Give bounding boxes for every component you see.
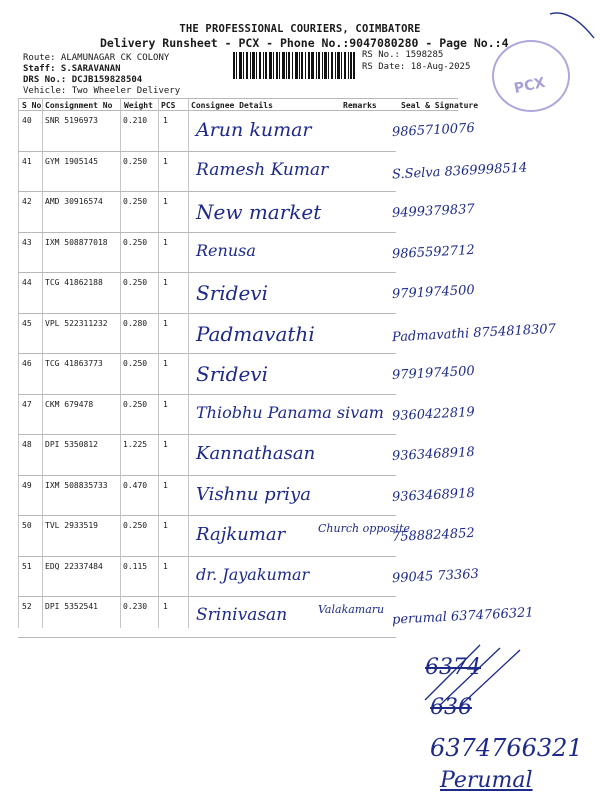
consignee-name: New market: [196, 200, 322, 224]
consignee-name: Renusa: [196, 240, 256, 260]
row-consignment: TCG 41863773: [45, 359, 103, 368]
row-weight: 0.115: [123, 561, 148, 571]
scrawl-line-4: Perumal: [440, 768, 533, 793]
row-weight: 0.250: [123, 156, 148, 166]
row-consignment: GYM 1905145: [45, 156, 98, 166]
row-weight: 0.250: [123, 197, 148, 206]
scrawl-line-1: 6374: [425, 655, 481, 680]
consignee-name: Rajkumar: [196, 524, 286, 545]
row-weight: 0.250: [123, 237, 148, 247]
col-weight: Weight: [124, 101, 153, 110]
row-weight: 0.280: [123, 318, 148, 328]
row-pcs: 1: [163, 521, 168, 530]
row-pcs: 1: [163, 237, 168, 247]
stamp-text: PCX: [512, 74, 547, 98]
row-pcs: 1: [163, 278, 168, 287]
col-consignee: Consignee Details: [191, 101, 273, 110]
staff-label: Staff: S.SARAVANAN: [23, 64, 121, 74]
route-label: Route: ALAMUNAGAR CK COLONY: [23, 53, 170, 63]
row-rule: [18, 151, 396, 152]
row-sno: 41: [22, 156, 32, 166]
signature-phone: Padmavathi 8754818307: [391, 321, 557, 345]
row-rule: [18, 515, 396, 516]
row-consignment: AMD 30916574: [45, 197, 103, 206]
signature-phone: 9360422819: [391, 404, 476, 424]
consignee-name: Sridevi: [196, 281, 268, 305]
row-rule: [18, 191, 396, 192]
row-pcs: 1: [163, 440, 168, 449]
signature-phone: perumal 6374766321: [391, 605, 534, 628]
row-sno: 44: [22, 278, 32, 287]
row-rule: [18, 313, 396, 314]
col-remarks: Remarks: [343, 101, 377, 110]
signature-phone: 9791974500: [391, 282, 476, 303]
barcode-image: [233, 52, 355, 79]
signature-phone: 9791974500: [391, 363, 476, 384]
signature-phone: 9363468918: [391, 485, 476, 505]
scrawl-line-2: 636: [430, 695, 472, 720]
row-weight: 0.250: [123, 359, 148, 368]
col-divider: [42, 98, 43, 628]
row-pcs: 1: [163, 156, 168, 166]
consignee-name: Arun kumar: [196, 119, 312, 141]
row-consignment: DPI 5350812: [45, 440, 98, 449]
signature-phone: 9363468918: [391, 444, 476, 465]
row-sno: 43: [22, 237, 32, 247]
pen-scribble: [548, 8, 598, 48]
row-rule: [18, 434, 396, 435]
pcx-stamp: [492, 40, 570, 112]
company-title: THE PROFESSIONAL COURIERS, COIMBATORE: [179, 23, 421, 35]
vehicle-label: Vehicle: Two Wheeler Delivery: [23, 86, 181, 96]
col-divider: [188, 98, 189, 628]
row-rule: [18, 637, 396, 638]
row-rule: [18, 353, 396, 354]
strike-scribble: [420, 640, 550, 710]
consignee-note: Valakamaru: [318, 603, 385, 616]
col-sno: S No: [22, 101, 42, 110]
row-consignment: VPL 522311232: [45, 318, 108, 328]
row-consignment: IXM 508877018: [45, 237, 108, 247]
row-rule: [18, 394, 396, 395]
col-seal: Seal & Signature: [401, 101, 479, 110]
rs-number: RS No.: 1598285: [362, 50, 444, 60]
row-sno: 42: [22, 197, 32, 206]
row-weight: 0.250: [123, 278, 148, 287]
row-sno: 46: [22, 359, 32, 368]
signature-phone: 9865710076: [391, 120, 476, 141]
consignee-name: Vishnu priya: [196, 483, 311, 505]
col-pcs: PCS: [161, 101, 176, 110]
col-divider: [158, 98, 159, 628]
row-consignment: TVL 2933519: [45, 521, 98, 530]
row-consignment: IXM 508835733: [45, 480, 108, 490]
signature-phone: 99045 73363: [391, 566, 480, 586]
row-weight: 0.250: [123, 521, 148, 530]
consignee-name: Ramesh Kumar: [196, 159, 329, 180]
col-divider: [18, 98, 19, 628]
row-sno: 52: [22, 602, 32, 611]
row-weight: 0.210: [123, 116, 148, 125]
row-consignment: CKM 679478: [45, 399, 94, 409]
row-rule: [18, 475, 396, 476]
table-top-rule: [18, 98, 458, 99]
signature-phone: S.Selva 8369998514: [391, 159, 528, 183]
row-sno: 51: [22, 561, 32, 571]
row-rule: [18, 272, 396, 273]
row-pcs: 1: [163, 197, 168, 206]
row-pcs: 1: [163, 116, 168, 125]
consignee-name: Thiobhu Panama sivam: [196, 402, 384, 422]
row-consignment: EDQ 22337484: [45, 561, 103, 571]
row-pcs: 1: [163, 359, 168, 368]
consignee-note: Church opposite: [318, 522, 411, 535]
scrawl-line-3: 6374766321: [430, 734, 583, 762]
row-consignment: DPI 5352541: [45, 602, 98, 611]
row-sno: 49: [22, 480, 32, 490]
col-divider: [120, 98, 121, 628]
consignee-name: Sridevi: [196, 362, 268, 386]
drs-number: DRS No.: DCJB159828504: [23, 75, 143, 85]
consignee-name: Padmavathi: [196, 321, 315, 346]
runsheet-subtitle: Delivery Runsheet - PCX - Phone No.:9047080280 - Page No.:4: [100, 36, 509, 50]
row-weight: 0.250: [123, 399, 148, 409]
rs-date: RS Date: 18-Aug-2025: [362, 62, 471, 72]
row-pcs: 1: [163, 602, 168, 611]
consignee-name: dr. Jayakumar: [196, 564, 310, 584]
row-sno: 47: [22, 399, 32, 409]
row-sno: 45: [22, 318, 32, 328]
row-consignment: SNR 5196973: [45, 116, 98, 125]
consignee-name: Srinivasan: [196, 605, 288, 625]
table-header-rule: [18, 110, 458, 111]
row-rule: [18, 556, 396, 557]
row-weight: 0.470: [123, 480, 148, 490]
row-rule: [18, 596, 396, 597]
row-weight: 1.225: [123, 440, 148, 449]
row-sno: 50: [22, 521, 32, 530]
row-sno: 40: [22, 116, 32, 125]
row-sno: 48: [22, 440, 32, 449]
row-pcs: 1: [163, 318, 168, 328]
row-weight: 0.230: [123, 602, 148, 611]
signature-phone: 9865592712: [391, 242, 476, 262]
col-consignment: Consignment No: [45, 101, 113, 110]
row-pcs: 1: [163, 480, 168, 490]
signature-phone: 7588824852: [391, 525, 476, 546]
signature-phone: 9499379837: [391, 201, 476, 222]
consignee-name: Kannathasan: [196, 443, 316, 464]
row-pcs: 1: [163, 399, 168, 409]
row-pcs: 1: [163, 561, 168, 571]
row-consignment: TCG 41862188: [45, 278, 103, 287]
row-rule: [18, 232, 396, 233]
